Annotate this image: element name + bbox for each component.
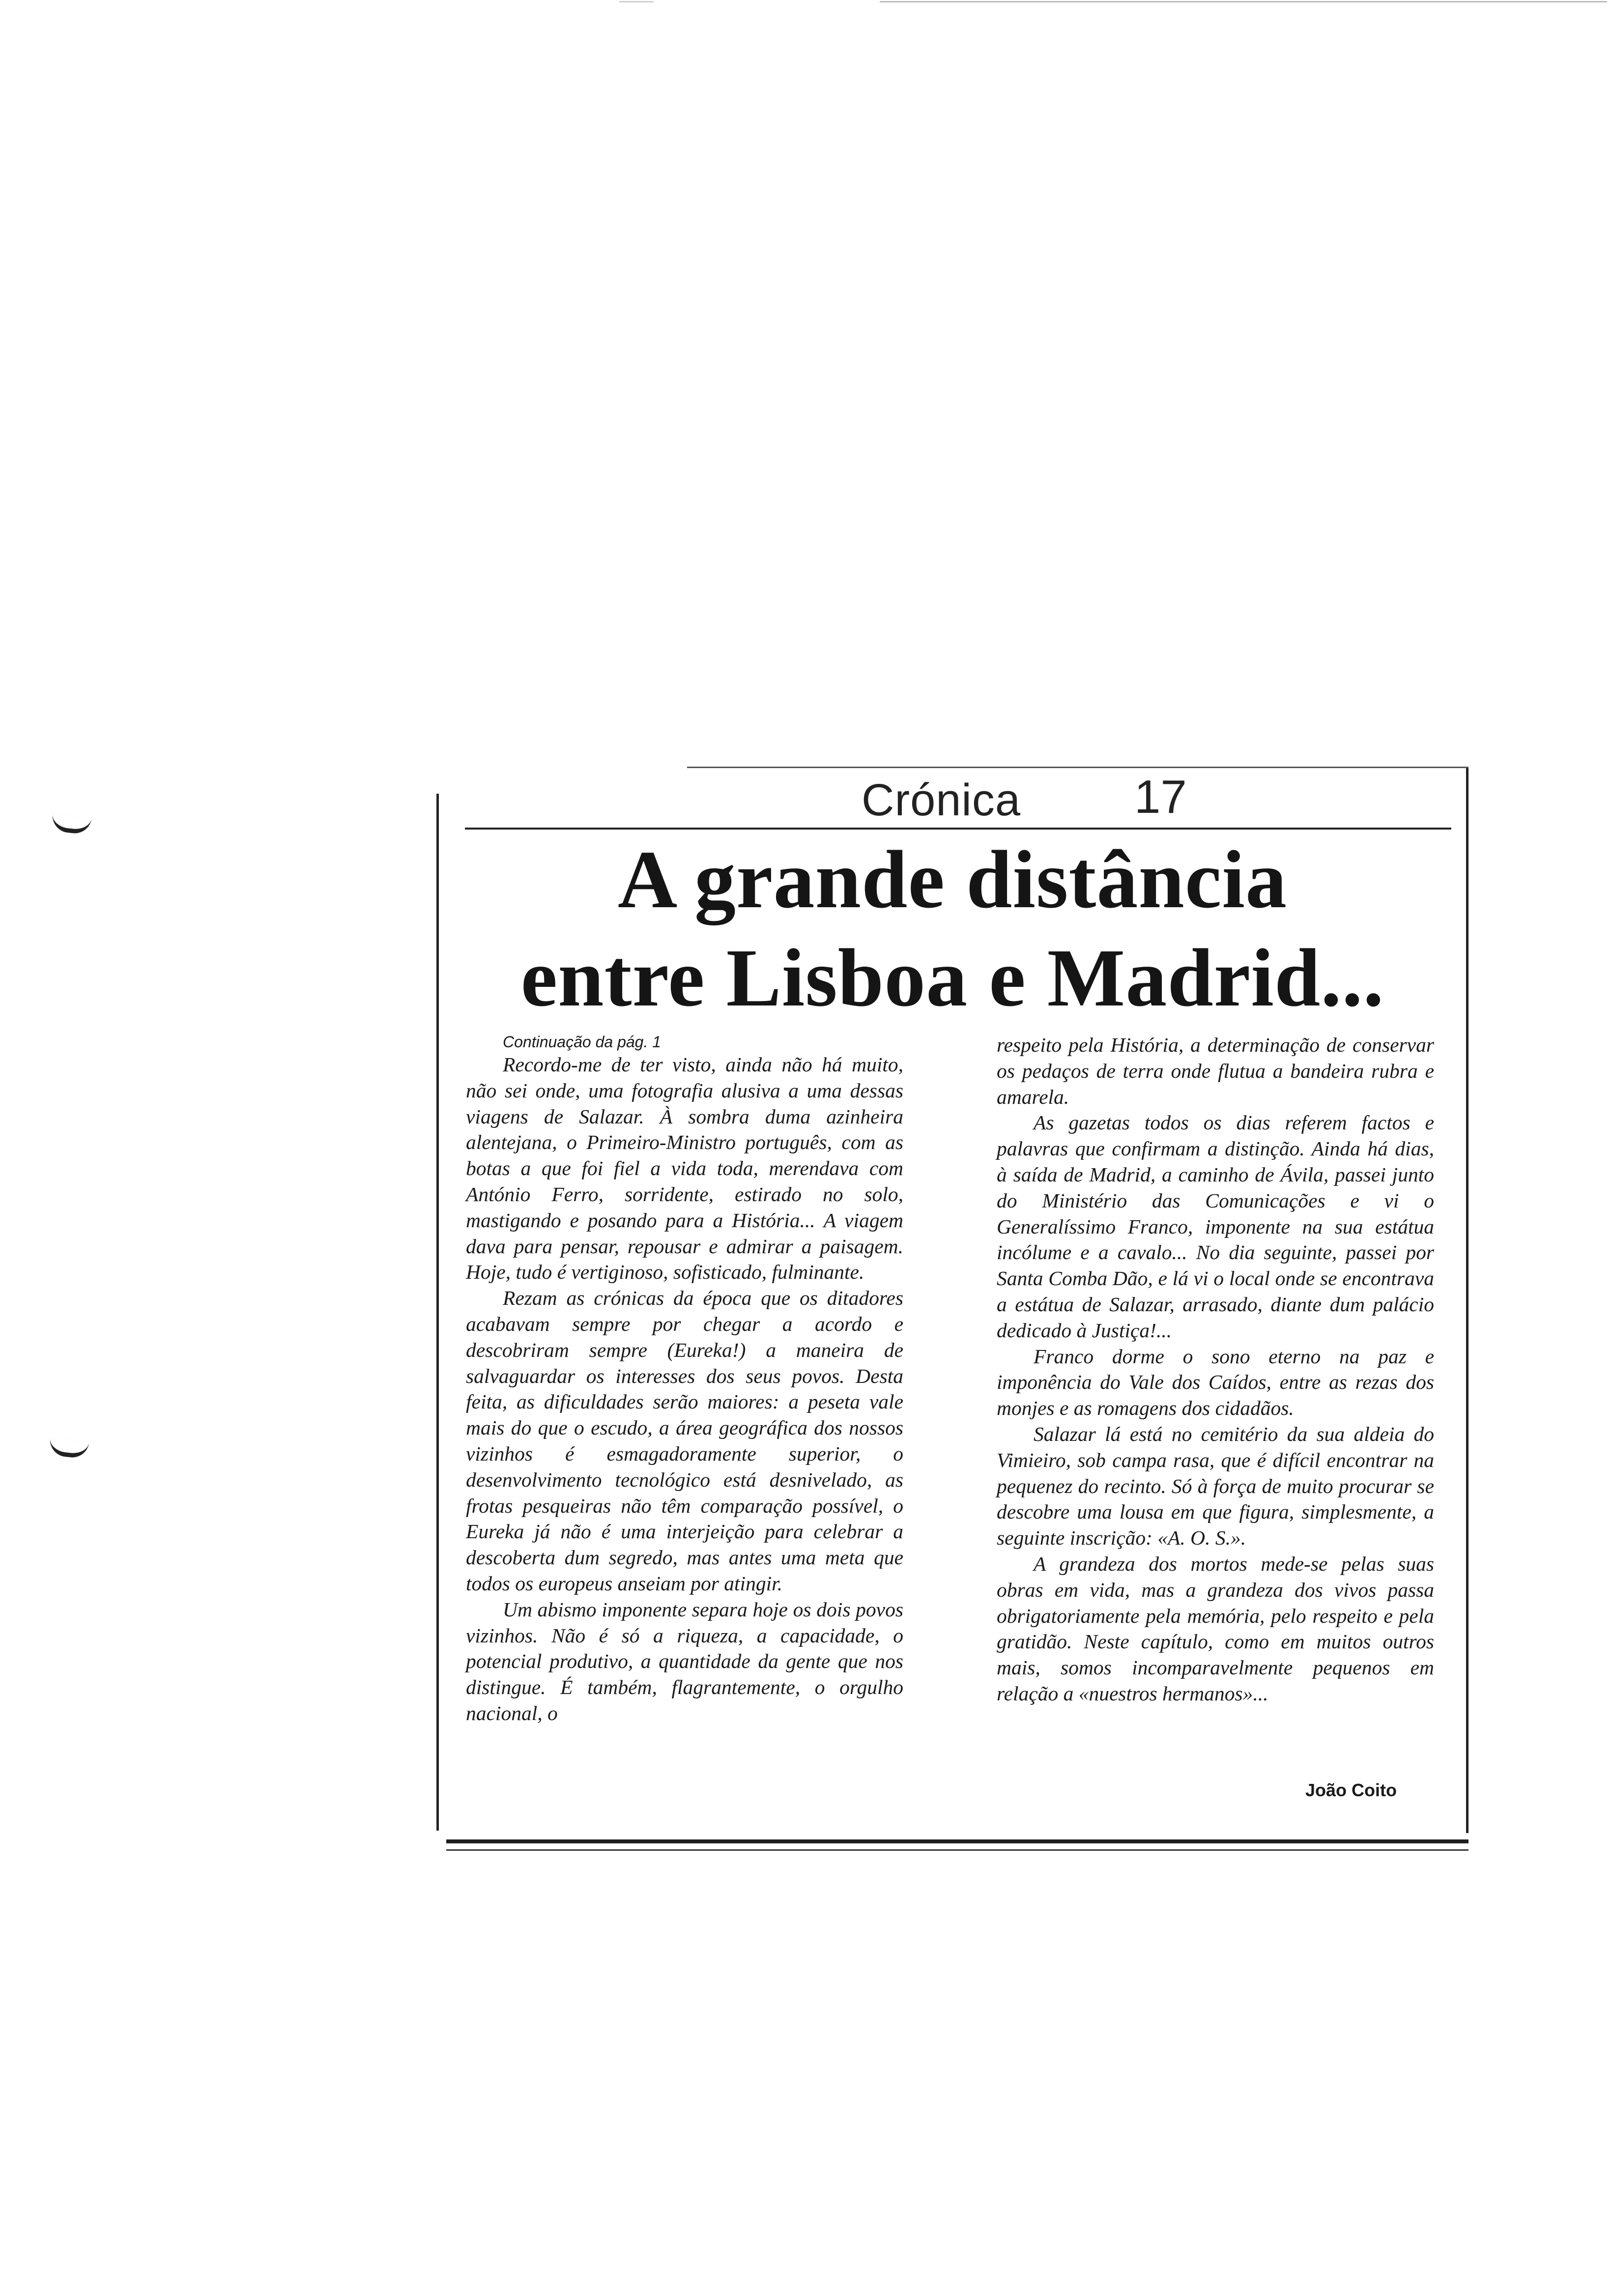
page-number: 17	[1134, 771, 1187, 823]
punch-hole-mark	[51, 814, 91, 835]
headline	[446, 831, 1459, 1027]
paragraph: A grandeza dos mortos mede-se pelas suas obras em vida, mas a grandeza dos vivos passa obrigatoriamente pela memória, pelo respeito e pela gratidão. Neste capítulo, como em muitos outros mais, somos incomparavelmente pequenos em relação a «nuestros hermanos»...	[997, 1552, 1434, 1705]
paragraph: Um abismo imponente separa hoje os dois povos vizinhos. Não é só a riqueza, a capacidade, o potencial produtivo, a quantidade da gente que nos distingue. É também, flagrantemente, o orgulho nacional, o	[466, 1598, 903, 1724]
scan-artifact-line	[619, 1, 654, 2]
section-rule	[465, 828, 1451, 830]
author-byline: João Coito	[1305, 1780, 1397, 1800]
scan-artifact-line	[880, 1, 1607, 2]
right-column	[997, 1032, 1434, 1707]
paragraph: Rezam as crónicas da época que os ditadores acabavam sempre por chegar a acordo e descobriram sempre (Eureka!) a maneira de salvaguardar os interesses dos seus povos. Desta feita, as dificuldades serão maiores: a peseta vale mais do que o escudo, a área geográfica dos nossos vizinhos é esmagadoramente superior, o desenvolvimento tecnológico está desnivelado, as frotas pesqueiras não têm comparação possível, o Eureka já não é uma interjeição para celebrar a descoberta dum segredo, mas antes uma meta que todos os europeus anseiam por atingir.	[466, 1287, 903, 1595]
headline-line-2: entre Lisboa e Madrid...	[520, 932, 1384, 1024]
newspaper-clipping	[436, 767, 1468, 1833]
paragraph: As gazetas todos os dias referem factos e palavras que confirmam a distinção. Ainda há dias, à saída de Madrid, a caminho de Ávila, passei junto do Ministério das Comunicações e vi o Generalíssimo Franco, imponente na sua estátua incólume e a cavalo... No dia seguinte, passei por Santa Comba Dão, e lá vi o local onde se encontrava a estátua de Salazar, arrasado, diante dum palácio dedicado à Justiça!...	[997, 1111, 1434, 1342]
left-column	[466, 1032, 903, 1726]
frame-border-left	[436, 794, 439, 1831]
section-label: Crónica	[862, 775, 1021, 825]
paragraph: Franco dorme o sono eterno na paz e imponência do Vale dos Caídos, entre as rezas dos monjes e as romagens dos cidadãos.	[997, 1345, 1434, 1420]
bottom-rule-thin	[446, 1849, 1468, 1851]
paragraph: Recordo-me de ter visto, ainda não há muito, não sei onde, uma fotografia alusiva a uma dessas viagens de Salazar. À sombra duma azinheira alentejana, o Primeiro-Ministro português, com as botas a que foi fiel a vida toda, merendava com António Ferro, sorridente, estirado no solo, mastigando e posando para a História... A viagem dava para pensar, repousar e admirar a paisagem. Hoje, tudo é vertiginoso, sofisticado, fulminante.	[466, 1053, 903, 1284]
punch-hole-mark	[48, 1438, 89, 1459]
frame-border-top	[687, 767, 1468, 768]
paragraph: Salazar lá está no cemitério da sua aldeia do Vimieiro, sob campa rasa, que é difícil encontrar na pequenez do recinto. Só à força de muito procurar se descobre uma lousa em que figura, simplesmente, a seguinte inscrição: «A. O. S.».	[997, 1422, 1434, 1550]
headline-line-1: A grande distância	[617, 834, 1288, 925]
frame-border-right	[1466, 767, 1468, 1833]
bottom-rule	[446, 1839, 1468, 1843]
continuation-note: Continuação da pág. 1	[503, 1033, 662, 1051]
paragraph: respeito pela História, a determinação de conservar os pedaços de terra onde flutua a bandeira rubra e amarela.	[997, 1033, 1434, 1108]
